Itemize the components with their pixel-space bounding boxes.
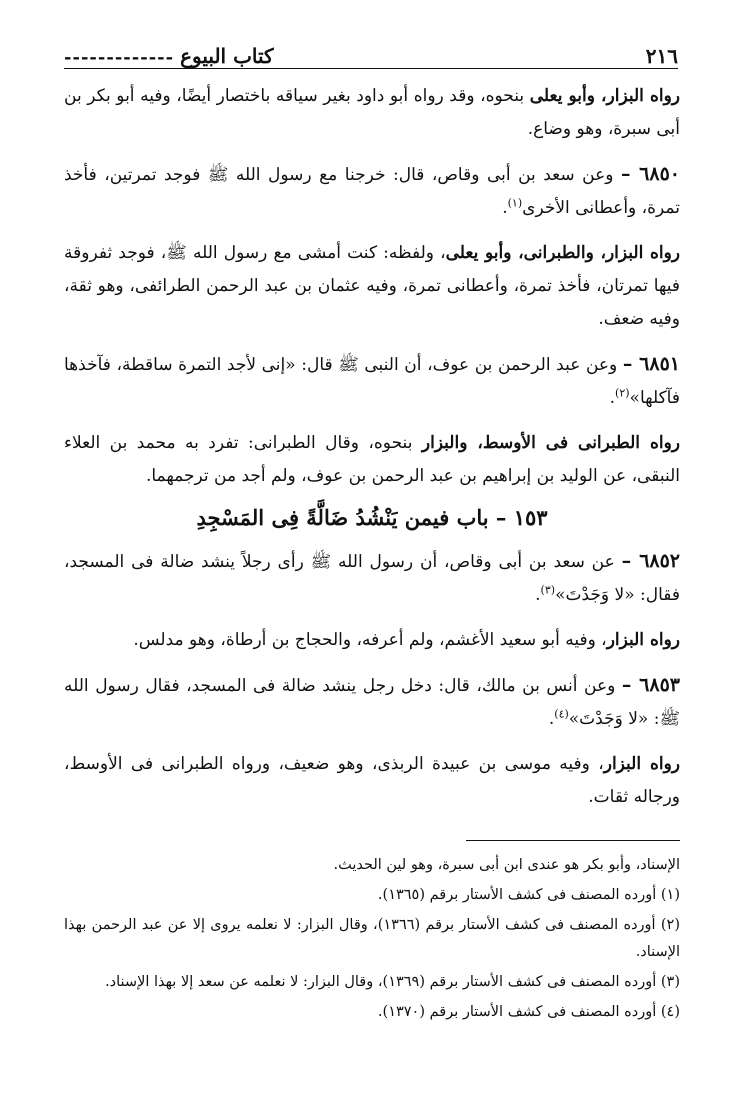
hadith-number: ٦٨٥٣ –: [621, 674, 680, 696]
chapter-heading: ١٥٣ – باب فيمن يَنْشُدُ ضَالَّةً فِى المَسْجِدِ: [196, 505, 548, 530]
narration-source: رواه البزار: [603, 754, 680, 774]
hadith-number: ٦٨٥١ –: [622, 353, 680, 375]
page-number: ٢١٦: [645, 44, 678, 68]
hadith-text: وعن سعد بن أبى وقاص، قال: خرجنا مع رسول الله ﷺ فوجد تمرتين، فأخذ تمرة، وأعطانى الأخرى: [64, 165, 680, 218]
footnote-4: (٤) أورده المصنف فى كشف الأستار برقم (١٣٧٠).: [377, 1004, 680, 1020]
end-mark: .: [548, 709, 555, 729]
main-text: [64, 80, 680, 826]
hadith-text: وعن عبد الرحمن بن عوف، أن النبى ﷺ قال: «إنى لأجد التمرة ساقطة، فآخذها فآكلها»: [64, 355, 680, 408]
footnote-continuation: الإسناد، وأبو بكر هو عندى ابن أبى سبرة، وهو لين الحديث.: [333, 857, 680, 873]
narration-source: رواه الطبرانى فى الأوسط، والبزار: [421, 433, 680, 453]
paragraph-5: [64, 427, 680, 493]
header-title-group: [64, 44, 274, 68]
narration-source: رواه البزار، والطبرانى، وأبو يعلى: [445, 243, 680, 263]
hadith-6853: [64, 669, 680, 736]
hadith-text: عن سعد بن أبى وقاص، أن رسول الله ﷺ رأى رجلاً ينشد ضالة فى المسجد، فقال: «لا وَجَدْتَ»: [64, 552, 680, 605]
footnotes: [64, 852, 680, 1029]
hadith-number: ٦٨٥٢ –: [621, 550, 681, 572]
footnote-3: (٣) أورده المصنف فى كشف الأستار برقم (١٣٦٩)، وقال البزار: لا نعلمه عن سعد إلا بهذا الإسناد.: [105, 974, 680, 990]
end-mark: .: [535, 585, 541, 605]
paragraph-9: [64, 748, 680, 814]
paragraph-1: [64, 80, 680, 146]
footnote-ref: (٤): [554, 707, 569, 721]
hadith-number: ٦٨٥٠ –: [620, 163, 680, 185]
page-header: [64, 34, 678, 69]
book-title: كتاب البيوع: [180, 44, 274, 68]
hadith-6850: [64, 158, 680, 225]
footnote-1: (١) أورده المصنف فى كشف الأستار برقم (١٣٦٥).: [377, 887, 680, 903]
footnote-ref: (٢): [615, 386, 630, 400]
header-dashes: -------------: [64, 47, 175, 68]
hadith-6851: [64, 348, 680, 415]
paragraph-3: [64, 237, 680, 336]
narration-source: رواه البزار: [606, 630, 680, 650]
end-mark: .: [609, 388, 616, 408]
paragraph-text: ، وفيه موسى بن عبيدة الربذى، وهو ضعيف، ورواه الطبرانى فى الأوسط، ورجاله ثقات.: [64, 754, 680, 807]
footnote-ref: (١): [507, 196, 523, 210]
paragraph-text: بنحوه، وقد رواه أبو داود بغير سياقه باختصار أيضًا، وفيه أبو بكر بن أبى سبرة، وهو وضاع.: [64, 86, 680, 139]
narration-source: رواه البزار، وأبو يعلى: [529, 86, 681, 106]
footnote-ref: (٣): [540, 583, 556, 597]
footnote-divider: [466, 840, 680, 841]
end-mark: .: [502, 198, 508, 218]
paragraph-7: [64, 624, 680, 657]
paragraph-text: ، ولفظه: كنت أمشى مع رسول الله ﷺ، فوجد ثفروقة فيها تمرتان، فأخذ تمرة، وأعطانى تمرة، وفيه عثمان بن عبد الرحمن الطرائفى، وهو ثقة، وفيه ضعف.: [64, 243, 680, 329]
footnote-2: (٢) أورده المصنف فى كشف الأستار برقم (١٣٦٦)، وقال البزار: لا نعلمه يروى إلا عن عبد الرحمن بهذا الإسناد.: [64, 917, 681, 960]
paragraph-text: بنحوه، وقال الطبرانى: تفرد به محمد بن العلاء النبقى، عن الوليد بن إبراهيم بن عبد الرحمن بن عوف، ولم أجد من ترجمهما.: [64, 433, 680, 486]
paragraph-text: ، وفيه أبو سعيد الأغشم، ولم أعرفه، والحجاج بن أرطاة، وهو مدلس.: [133, 630, 607, 650]
hadith-6852: [64, 545, 680, 612]
hadith-text: وعن أنس بن مالك، قال: دخل رجل ينشد ضالة فى المسجد، فقال رسول الله ﷺ: «لا وَجَدْتَ»: [64, 676, 680, 729]
